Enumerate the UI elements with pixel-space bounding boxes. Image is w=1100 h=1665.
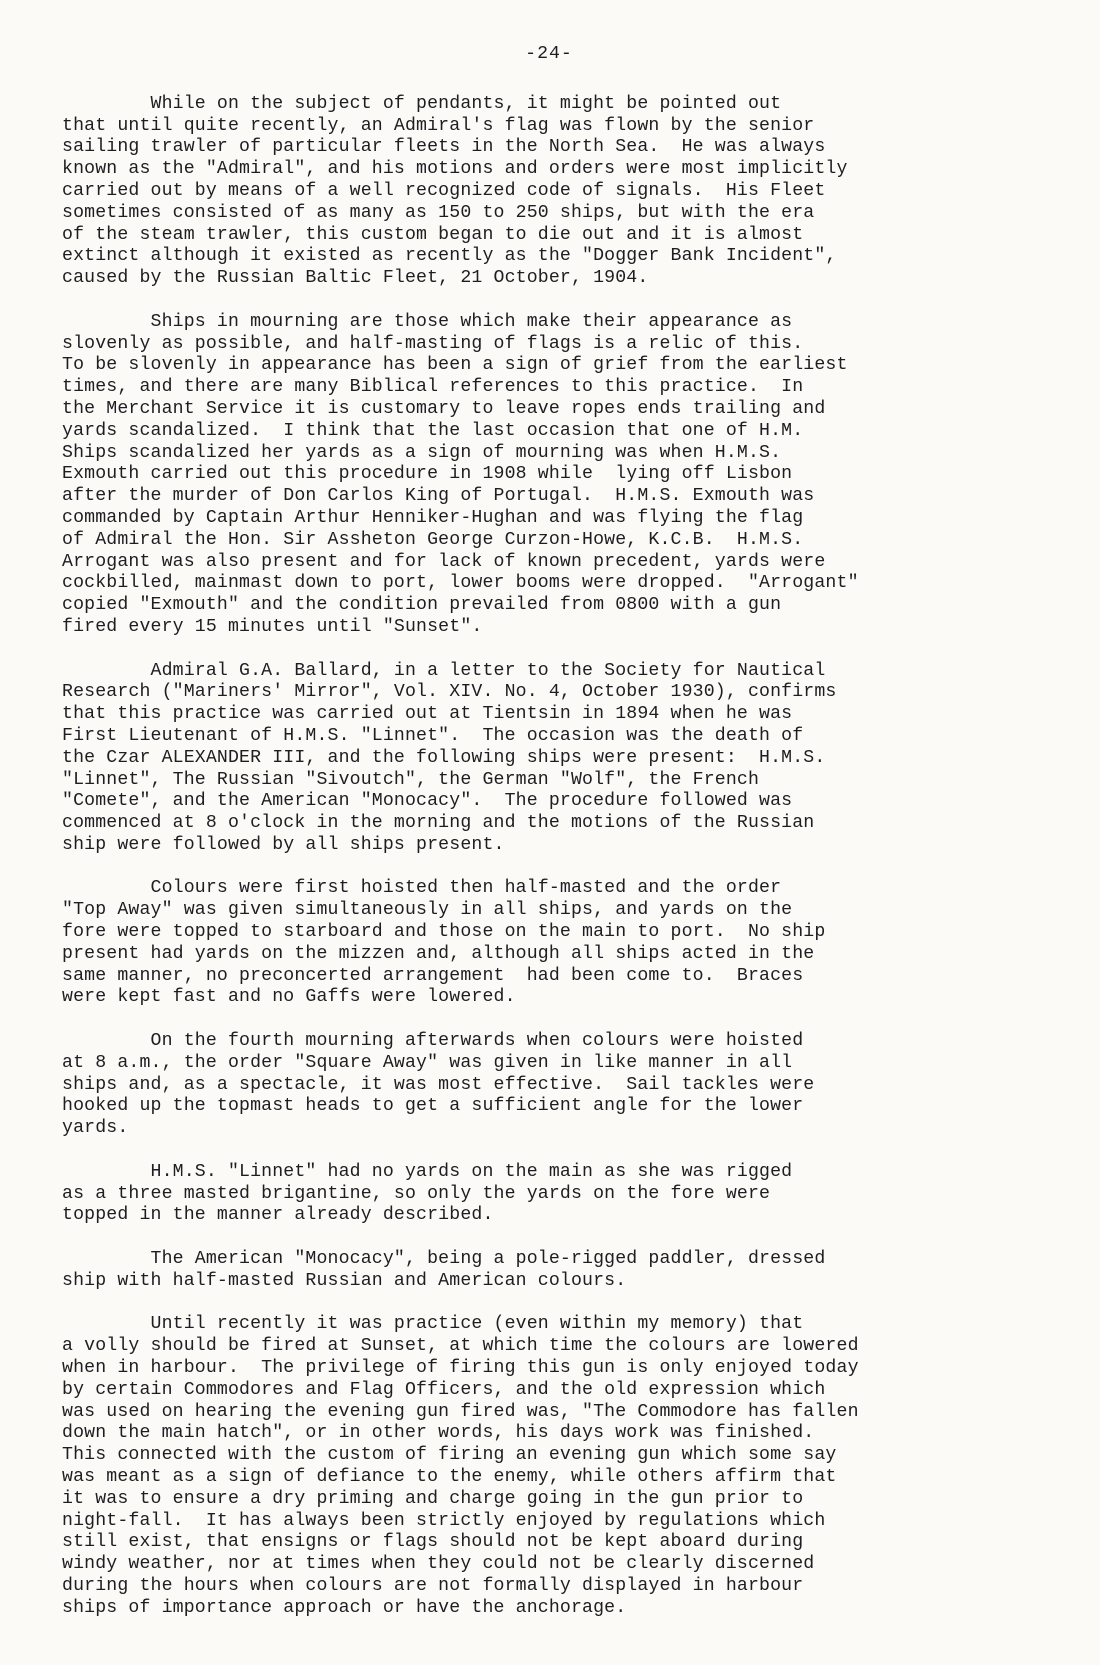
paragraph-4 xyxy=(62,878,1000,1009)
text-line: fore were topped to starboard and those on the main to port. No ship xyxy=(62,922,826,943)
paragraph-5 xyxy=(62,1031,1000,1140)
text-line: cockbilled, mainmast down to port, lower booms were dropped. "Arrogant" xyxy=(62,573,859,594)
text-line: of the steam trawler, this custom began to die out and it is almost xyxy=(62,224,804,245)
text-line: Exmouth carried out this procedure in 1908 while lying off Lisbon xyxy=(62,464,793,485)
text-line: night-fall. It has always been strictly enjoyed by regulations which xyxy=(62,1510,826,1531)
text-line: at 8 a.m., the order "Square Away" was given in like manner in all xyxy=(62,1052,793,1073)
text-line: extinct although it existed as recently as the "Dogger Bank Incident", xyxy=(62,246,837,267)
text-line: was used on hearing the evening gun fired was, "The Commodore has fallen xyxy=(62,1401,859,1422)
text-line: carried out by means of a well recognized code of signals. His Fleet xyxy=(62,180,826,201)
text-line: same manner, no preconcerted arrangement had been come to. Braces xyxy=(62,965,804,986)
text-line: after the murder of Don Carlos King of Portugal. H.M.S. Exmouth was xyxy=(62,486,815,507)
text-line: yards. xyxy=(62,1118,129,1139)
text-line: Until recently it was practice (even within my memory) that xyxy=(62,1314,804,1335)
text-line: On the fourth mourning afterwards when colours were hoisted xyxy=(62,1031,804,1052)
text-line: Arrogant was also present and for lack of known precedent, yards were xyxy=(62,551,826,572)
text-line: it was to ensure a dry priming and charge going in the gun prior to xyxy=(62,1488,804,1509)
text-line: ships of importance approach or have the anchorage. xyxy=(62,1597,627,1618)
text-line: First Lieutenant of H.M.S. "Linnet". The occasion was the death of xyxy=(62,725,804,746)
text-line: that this practice was carried out at Tientsin in 1894 when he was xyxy=(62,704,793,725)
text-line: fired every 15 minutes until "Sunset". xyxy=(62,616,483,637)
text-line: were kept fast and no Gaffs were lowered. xyxy=(62,987,516,1008)
paragraph-3 xyxy=(62,661,1000,857)
text-line: present had yards on the mizzen and, although all ships acted in the xyxy=(62,943,815,964)
paragraph-6 xyxy=(62,1162,1000,1227)
paragraph-2 xyxy=(62,312,1000,639)
text-line: Admiral G.A. Ballard, in a letter to the Society for Nautical xyxy=(62,660,826,681)
text-line: "Top Away" was given simultaneously in all ships, and yards on the xyxy=(62,900,793,921)
body-text xyxy=(62,94,1000,1620)
text-line: "Linnet", The Russian "Sivoutch", the German "Wolf", the French xyxy=(62,769,760,790)
text-line: The American "Monocacy", being a pole-rigged paddler, dressed xyxy=(62,1249,826,1270)
text-line: Ships in mourning are those which make their appearance as xyxy=(62,311,793,332)
text-line: slovenly as possible, and half-masting of flags is a relic of this. xyxy=(62,333,804,354)
text-line: H.M.S. "Linnet" had no yards on the main as she was rigged xyxy=(62,1161,793,1182)
text-line: the Czar ALEXANDER III, and the following ships were present: H.M.S. xyxy=(62,747,826,768)
text-line: ship were followed by all ships present. xyxy=(62,834,505,855)
text-line: a volly should be fired at Sunset, at which time the colours are lowered xyxy=(62,1336,859,1357)
text-line: by certain Commodores and Flag Officers, and the old expression which xyxy=(62,1379,826,1400)
text-line: sometimes consisted of as many as 150 to 250 ships, but with the era xyxy=(62,202,815,223)
text-line: was meant as a sign of defiance to the enemy, while others affirm that xyxy=(62,1467,837,1487)
text-line: yards scandalized. I think that the last occasion that one of H.M. xyxy=(62,420,804,441)
text-line: Colours were first hoisted then half-masted and the order xyxy=(62,878,782,899)
text-line: ships and, as a spectacle, it was most effective. Sail tackles were xyxy=(62,1074,815,1095)
page-number: -24- xyxy=(525,44,573,64)
text-line: Ships scandalized her yards as a sign of mourning was when H.M.S. xyxy=(62,442,782,463)
text-line: commenced at 8 o'clock in the morning and the motions of the Russian xyxy=(62,813,815,834)
paragraph-1 xyxy=(62,94,1000,290)
text-line: as a three masted brigantine, so only the yards on the fore were xyxy=(62,1183,771,1204)
text-line: the Merchant Service it is customary to leave ropes ends trailing and xyxy=(62,398,826,419)
text-line: ship with half-masted Russian and American colours. xyxy=(62,1270,627,1291)
text-line: times, and there are many Biblical references to this practice. In xyxy=(62,377,804,398)
text-line: sailing trawler of particular fleets in the North Sea. He was always xyxy=(62,137,826,158)
text-line: still exist, that ensigns or flags should not be kept aboard during xyxy=(62,1532,804,1553)
text-line: commanded by Captain Arthur Henniker-Hughan and was flying the flag xyxy=(62,507,804,528)
paragraph-7 xyxy=(62,1249,1000,1293)
text-line: "Comete", and the American "Monocacy". The procedure followed was xyxy=(62,791,793,812)
text-line: during the hours when colours are not formally displayed in harbour xyxy=(62,1575,804,1596)
text-line: of Admiral the Hon. Sir Assheton George Curzon-Howe, K.C.B. H.M.S. xyxy=(62,529,804,550)
text-line: when in harbour. The privilege of firing this gun is only enjoyed today xyxy=(62,1358,859,1379)
text-line: caused by the Russian Baltic Fleet, 21 October, 1904. xyxy=(62,268,649,289)
text-line: down the main hatch", or in other words, his days work was finished. xyxy=(62,1423,815,1444)
text-line: Research ("Mariners' Mirror", Vol. XIV. No. 4, October 1930), confirms xyxy=(62,682,837,703)
text-line: copied "Exmouth" and the condition prevailed from 0800 with a gun xyxy=(62,595,782,616)
text-line: known as the "Admiral", and his motions and orders were most implicitly xyxy=(62,159,848,180)
text-line: While on the subject of pendants, it might be pointed out xyxy=(62,93,782,114)
text-line: This connected with the custom of firing an evening gun which some say xyxy=(62,1445,837,1466)
text-line: To be slovenly in appearance has been a sign of grief from the earliest xyxy=(62,355,848,376)
text-line: that until quite recently, an Admiral's flag was flown by the senior xyxy=(62,115,815,136)
text-line: windy weather, nor at times when they could not be clearly discerned xyxy=(62,1554,815,1575)
paragraph-8 xyxy=(62,1314,1000,1619)
text-line: hooked up the topmast heads to get a sufficient angle for the lower xyxy=(62,1096,804,1117)
text-line: topped in the manner already described. xyxy=(62,1205,494,1226)
